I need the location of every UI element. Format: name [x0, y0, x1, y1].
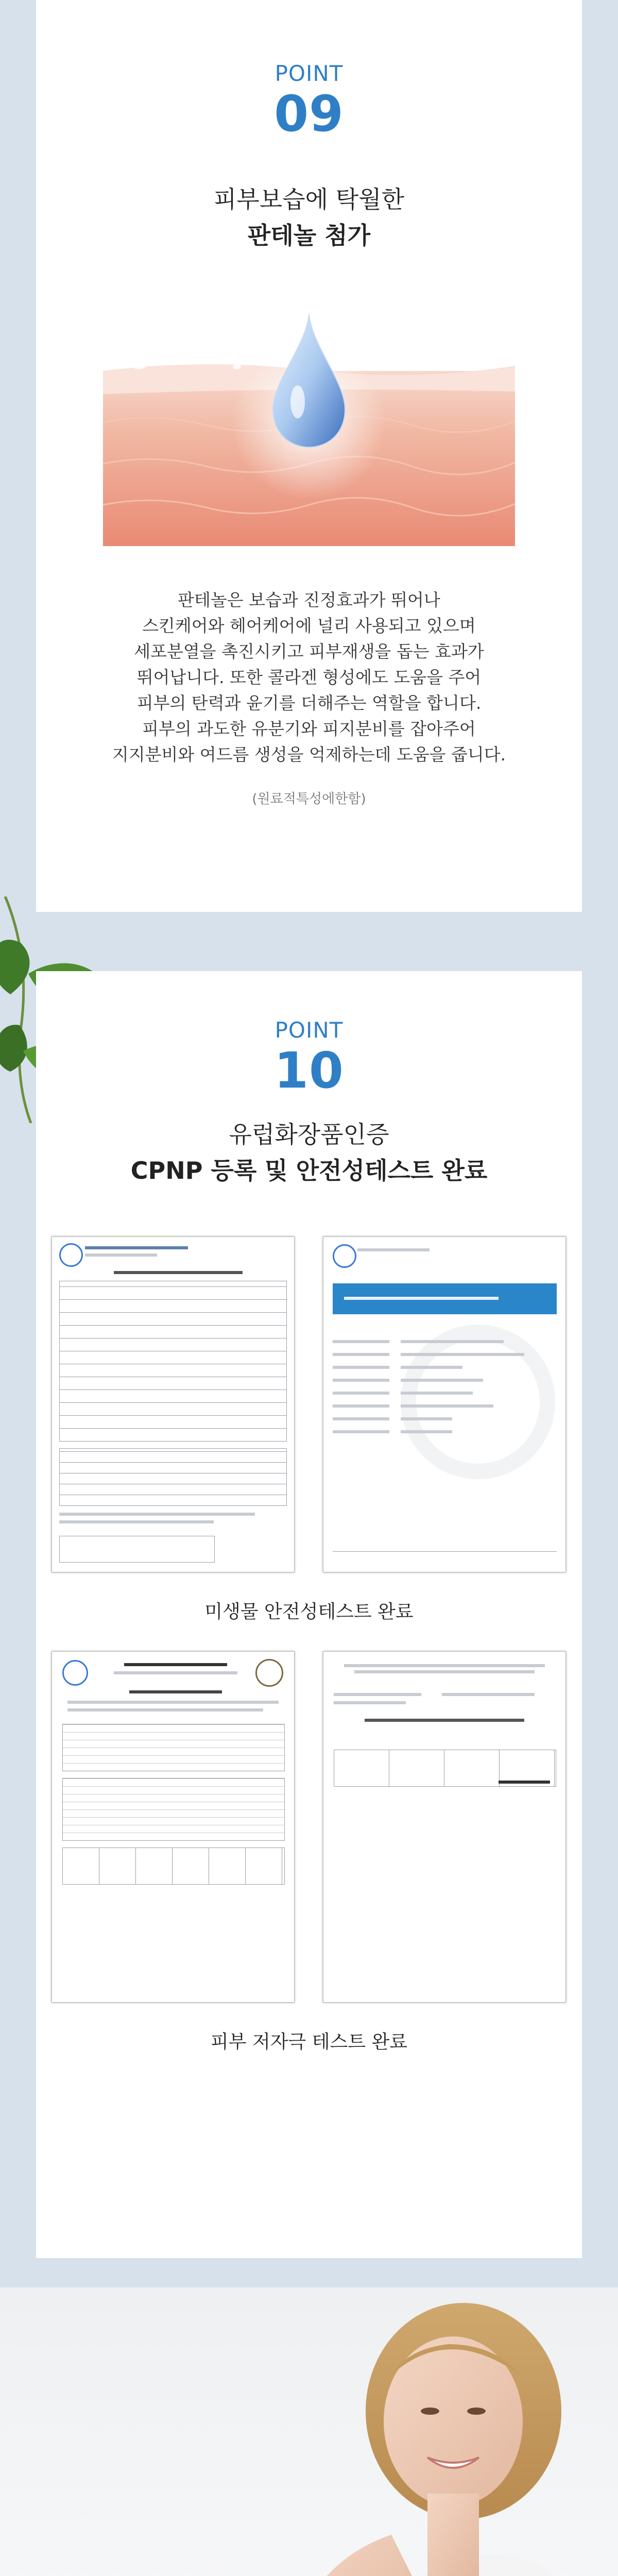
body-line: 뛰어납니다. 또한 콜라겐 형성에도 도움을 주어	[136, 667, 482, 687]
point-10-card	[36, 971, 582, 2258]
lab-logo	[333, 1244, 356, 1268]
body-line: 지지분비와 여드름 생성을 억제하는데 도움을 줍니다.	[112, 744, 506, 765]
certificate-document	[52, 1651, 295, 2003]
ingredient-note: (원료적특성에한함)	[252, 791, 366, 807]
point-label: POINT	[274, 61, 344, 86]
lab-logo	[59, 1243, 83, 1267]
section-title-line1: 유럽화장품인증	[229, 1121, 389, 1148]
body-line: 피부의 탄력과 윤기를 더해주는 역할을 합니다.	[136, 693, 482, 713]
certificate-document	[52, 1236, 295, 1572]
certificate-document	[323, 1236, 566, 1572]
section-title-line1: 피부보습에 탁월한	[213, 185, 405, 213]
point-number: 10	[274, 1042, 344, 1099]
point-09-card	[36, 0, 582, 912]
skin-irritation-caption: 피부 저자극 테스트 완료	[210, 2031, 408, 2053]
skin-droplet-illustration	[103, 309, 515, 546]
point-number: 09	[274, 85, 344, 143]
microbial-test-caption: 미생물 안전성테스트 완료	[204, 1601, 414, 1622]
point-label: POINT	[274, 1018, 344, 1043]
lab-logo	[62, 1660, 88, 1686]
body-line: 스킨케어와 헤어케어에 널리 사용되고 있으며	[142, 616, 476, 636]
model-photo	[0, 2287, 618, 2576]
recommendation-section	[0, 2287, 618, 2576]
body-line: 판테놀은 보습과 진정효과가 뛰어나	[178, 590, 440, 610]
section-title-line2: CPNP 등록 및 안전성테스트 완료	[130, 1157, 488, 1184]
certificate-document	[323, 1651, 566, 2003]
lab-seal	[255, 1659, 283, 1687]
section-title-line2: 판테놀 첨가	[247, 222, 371, 249]
body-line: 세포분열을 촉진시키고 피부재생을 돕는 효과가	[134, 641, 484, 662]
body-line: 피부의 과도한 유분기와 피지분비를 잡아주어	[142, 719, 476, 739]
section-body	[36, 587, 582, 768]
